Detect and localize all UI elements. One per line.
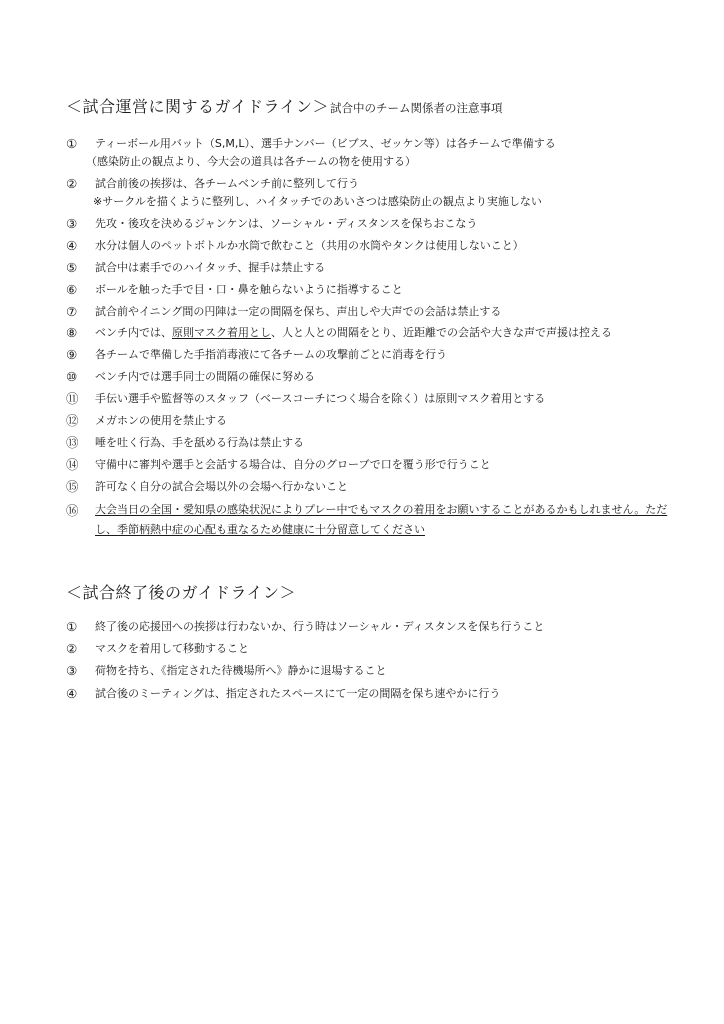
guideline-item-2	[66, 640, 666, 658]
guideline-item-1	[66, 618, 666, 636]
guideline-item-16	[66, 500, 681, 540]
item-text: マスクを着用して移動すること	[95, 642, 249, 656]
section-subtitle: 試合中のチーム関係者の注意事項	[330, 101, 503, 115]
item-number: ①	[66, 619, 78, 634]
guideline-list	[66, 618, 666, 702]
guideline-item-3	[66, 215, 666, 233]
guideline-item-14	[66, 456, 666, 474]
guideline-item-15	[66, 478, 666, 496]
item-number: ⑯	[66, 503, 79, 519]
item-note: ※サークルを描くように整列し、ハイタッチでのあいさつは感染防止の観点より実施しない	[93, 194, 542, 208]
item-number: ⑧	[66, 325, 78, 341]
item-text-underlined: 大会当日の全国・愛知県の感染状況によりプレー中でもマスクの着用をお願いすることがあるかもしれません。ただし、季節柄熱中症の心配も重なるため健康に十分留意してください	[95, 503, 668, 537]
item-text: 試合中は素手でのハイタッチ、握手は禁止する	[95, 260, 326, 274]
guideline-list	[66, 135, 666, 540]
item-number: ②	[66, 175, 78, 191]
item-text: 守備中に審判や選手と会話する場合は、自分のグローブで口を覆う形で行うこと	[95, 458, 491, 472]
item-text: 水分は個人のペットボトルか水筒で飲むこと（共用の水筒やタンクは使用しないこと）	[95, 238, 524, 252]
section-heading	[66, 580, 666, 604]
item-text: 終了後の応援団への挨拶は行わないか、行う時はソーシャル・ディスタンスを保ち行うこと	[95, 620, 545, 633]
item-text-underlined: 原則マスク着用とし	[172, 326, 271, 340]
item-text: 許可なく自分の試合会場以外の会場へ行かないこと	[95, 480, 348, 494]
item-text: 試合前後の挨拶は、各チームベンチ前に整列して行う	[95, 176, 359, 190]
item-note: （感染防止の観点より、今大会の道具は各チームの物を使用する）	[86, 154, 416, 168]
item-number: ④	[66, 685, 78, 701]
item-number: ⑨	[66, 347, 78, 363]
item-number: ⑫	[66, 413, 79, 429]
in-game-guidelines-section	[66, 94, 666, 545]
item-number: ④	[66, 237, 78, 253]
guideline-item-6	[66, 281, 666, 299]
guideline-item-4	[66, 685, 666, 703]
item-number: ⑩	[66, 369, 78, 385]
item-text: 試合前やイニング間の円陣は一定の間隔を保ち、声出しや大声での会話は禁止する	[95, 304, 502, 318]
item-text-after: 、人と人との間隔をとり、近距離での会話や大きな声で声援は控える	[271, 326, 612, 340]
item-number: ⑮	[66, 479, 79, 495]
item-number: ⑬	[66, 435, 79, 451]
section-heading	[66, 94, 666, 118]
guideline-item-8	[66, 324, 666, 342]
item-text: 荷物を持ち、《指定された待機場所へ》静かに退場すること	[95, 664, 387, 678]
guideline-item-11	[66, 390, 666, 408]
item-number: ⑭	[66, 457, 79, 473]
guideline-item-1	[66, 135, 666, 171]
item-text: ボールを触った手で目・口・鼻を触らないように指導すること	[95, 282, 403, 296]
item-number: ③	[66, 663, 78, 679]
item-text: ティーボール用バット（S,M,L）、選手ナンバー（ビブス、ゼッケン等）は各チームで準備する	[95, 137, 556, 150]
guideline-item-9	[66, 346, 666, 364]
item-number: ⑥	[66, 281, 78, 297]
section-title: ＜試合終了後のガイドライン＞	[66, 583, 297, 602]
post-game-guidelines-section	[66, 580, 666, 707]
guideline-item-12	[66, 412, 666, 430]
guideline-item-3	[66, 662, 666, 680]
guideline-item-7	[66, 303, 666, 321]
item-number: ②	[66, 641, 78, 657]
guideline-item-5	[66, 259, 666, 277]
item-text-before: ベンチ内では、	[95, 326, 172, 340]
guideline-item-10	[66, 368, 666, 386]
item-number: ⑪	[66, 391, 79, 407]
guideline-item-13	[66, 434, 666, 452]
section-title: ＜試合運営に関するガイドライン＞	[66, 97, 330, 116]
item-text: 各チームで準備した手指消毒液にて各チームの攻撃前ごとに消毒を行う	[95, 348, 447, 362]
item-number: ⑦	[66, 303, 78, 319]
guideline-item-2	[66, 175, 666, 211]
guideline-item-4	[66, 237, 666, 255]
item-text: 手伝い選手や監督等のスタッフ（ベースコーチにつく場合を除く）は原則マスク着用とする	[95, 392, 546, 406]
item-text: 先攻・後攻を決めるジャンケンは、ソーシャル・ディスタンスを保ちおこなう	[95, 216, 478, 230]
item-number: ③	[66, 215, 78, 231]
item-text: 唾を吐く行為、手を舐める行為は禁止する	[95, 436, 304, 450]
item-text: メガホンの使用を禁止する	[95, 414, 227, 428]
item-text: ベンチ内では選手同士の間隔の確保に努める	[95, 370, 315, 384]
item-number: ①	[66, 136, 78, 151]
item-text: 試合後のミーティングは、指定されたスペースにて一定の間隔を保ち速やかに行う	[95, 686, 501, 700]
item-number: ⑤	[66, 259, 78, 275]
